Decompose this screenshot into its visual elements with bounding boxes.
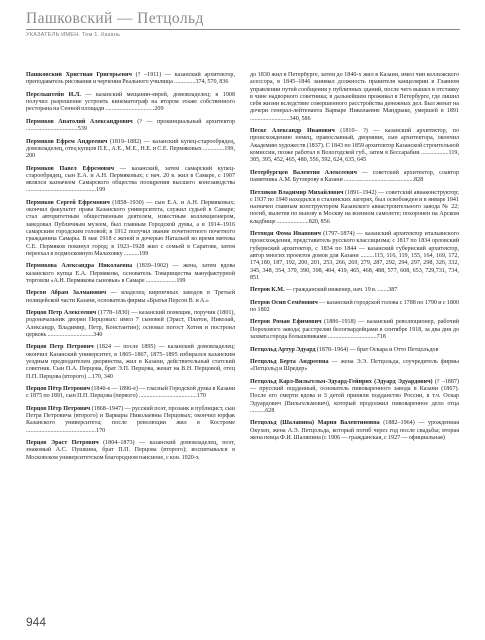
index-entry bbox=[250, 128, 459, 164]
entry-text: (1868–1947) — русский поэт, прозаик и публицист, сын Петра Петровича (второго) и Варвары Николаевны Перцовых; окончил юрфак Казанского университета; после революции жил в Костроме ..............................................170 bbox=[26, 405, 235, 434]
entry-text: (1824 — после 1895) — казанский домовладелец; окончил Казанский университет, в 1865–1867, 1875–1895 избирался казанским уездным предводителем дворянства, жил в Казани, действительный статский советник. Сын П.А. Перцова, брат Э.П. Перцова, женат на В.Н. Перцовой, отец П.П. Перцова (второго) ...170, 340 bbox=[26, 344, 235, 380]
entry-text: (1878–1964) — брат Оскара и Отто Петцольдов bbox=[315, 346, 439, 353]
entry-text: — казанский городской голова с 1788 по 1790 и с 1800 по 1802 bbox=[250, 299, 459, 313]
entry-text: (1840-е — 1896-е) — гласный Городской думы в Казани с 1875 по 1891, сын П.П. Перцова (первого) ......................................170 bbox=[26, 386, 235, 400]
entry-name: Петонди Фома Иванович bbox=[250, 231, 321, 238]
entry-name: Персон Абрам Залманович bbox=[26, 290, 107, 297]
entry-text: (1882–1964) — урожденная Окухен, жена А.Э. Петцольда, который погиб через год после свадьбы; вторая жена певца Ф.И. Шаляпина (с 1906 — гражданская, с 1927 — официальная) bbox=[250, 420, 459, 441]
entry-text: (1804–1873) — казанский домовладелец, поэт, знакомый А.С. Пушкина, брат П.П. Перцова (второго); воспитывался в Московском университетском благородном пансионе, с кон. 1920-х bbox=[26, 440, 235, 461]
index-entry bbox=[250, 359, 459, 374]
index-entry bbox=[26, 166, 235, 195]
entry-name: Перцов Пётр Петрович bbox=[26, 386, 91, 392]
entry-text: (1858–1930) — сын Е.А. и А.Н. Пермяковых; окончил факультет права Казанского университета, служил судьей в Самаре; стал авторитетным общественным деятелем, известным коллекционером, заведовал Публичным музеем, был главным Городской думы, а в 1914–1916 самарским городским головой; в 1912 получил звание почетнотного почетного гражданина Самары. В мае 1918 с женой и дочерью Натальей во время мятежа С.Е. Пермяков покинул город; в 1923–1928 жил с семьей в Саратове, затем переехал в подмосковную Малаховку ..........199 bbox=[26, 199, 235, 257]
entry-name: Петцольд Карл-Вильгельм-Эдуард-Гейнрих (Эдуард Эдуардович) bbox=[250, 378, 433, 385]
index-entry bbox=[250, 379, 459, 415]
entry-name: Перцов Пётр Петрович bbox=[26, 405, 91, 412]
right-column bbox=[250, 72, 459, 447]
entry-text: — гражданский инженер, нач. 19 в. .......387 bbox=[284, 287, 398, 294]
entry-name: Пермяков Павел Ефремович bbox=[26, 165, 115, 172]
running-head-subtitle: УКАЗАТЕЛЬ ИМЕН. Том 1. Казань bbox=[26, 32, 121, 39]
entry-text: (1778–1830) — казанский помещик, поручик (1801), родоначальник дворян Перцовых: имел 7 сыновей (Эраст, Платон, Николай, Александр, Владимир, Петр, Константин); основал погост Хотня и построил церковь ..............................340 bbox=[26, 310, 235, 338]
index-entry bbox=[250, 190, 459, 226]
page-header bbox=[26, 10, 460, 38]
entry-name: Петербургцев Валентин Алексеевич bbox=[250, 169, 357, 176]
entry-text: — казанский, затем самарский купец-старообрядец, сын Е.А. и А.Н. Пермяковых; с нач. 20 в. жил в Самаре, с 1907 являлся казначеем Самарского общества поощрения высшего конезаводства ..............................................199 bbox=[26, 165, 235, 194]
entry-text: (? –1911) — казанский архитектор, преподаватель рисования и черчения Реального училища ..............374, 570, 836 bbox=[26, 72, 235, 86]
index-entry bbox=[26, 386, 235, 401]
index-entry bbox=[26, 290, 235, 305]
index-entry bbox=[26, 263, 235, 285]
index-entry bbox=[250, 319, 459, 341]
entry-text: (1839–1902) — жена, затем вдова казанского купца Е.А. Пермякова, основатель Товарищества мануфактурной торговли «А.Н. Пермякова сыновья» в Самаре ....................199 bbox=[26, 263, 235, 284]
index-entry bbox=[26, 310, 235, 339]
entry-name: Перцов Эраст Петрович bbox=[26, 440, 99, 447]
entry-name: Петцольд Берта Андреевна bbox=[250, 358, 329, 365]
header-divider bbox=[26, 29, 460, 30]
index-entry bbox=[26, 200, 235, 258]
entry-text: — владелец кирпичных заводов в Третьей полицейской части Казани, основатель фирмы «Братья Персон В. и А.» bbox=[26, 290, 235, 304]
page-number: 944 bbox=[26, 615, 47, 629]
entry-name: Петцольд (Шалапина) Мария Валентиновна bbox=[250, 420, 380, 427]
entry-text: (? –1887) — прусский подданный, основатель пивоваренного завода в Казани (1867). После его смерти вдова и 3 детей приняли подданство России, в т.ч. Оскар Эдуардович (Вильгельмович), который продолжил пивоваренное дело отца ..........628 bbox=[250, 378, 459, 414]
index-entry bbox=[250, 287, 459, 294]
entry-text: (? — прокинциальный архитектор ..................................539 bbox=[26, 118, 235, 133]
entry-name: Перцов Петр Петрович bbox=[26, 344, 94, 351]
left-column bbox=[26, 72, 235, 467]
index-entry bbox=[26, 406, 235, 435]
index-entry bbox=[250, 300, 459, 315]
entry-text: (1891–1942) — советский авиаконструктор; с 1937 по 1940 находился в сталинских лагерях, был освобожден и в январе 1941 назначен главным конструктором Казанского авиастроительного завода № 22; погиб, вылетев по вызову в Москву на военном самолете; похоронен на Арском кладбище .....................820, 856 bbox=[250, 189, 459, 225]
entry-text: (1797–1874) — казанский архитектор итальянского происхождения, представитель русского классицизма; с 1817 по 1834 орловский губернский архитектор, с 1834 по 1844 — казанский губернский архитектор, автор многих проектов домов для Казани .........115, 116, 119, 155, 164, 169, 172, 174,180, 187, 192, 200, 201, 253, 266, 269, 279, 287, 292, 294, 297, 298, 326, 332, 345, 348, 354, 379, 390, 398, 404, 419, 465, 468, 488, 577, 608, 653, 729,731, 734, 851 bbox=[250, 231, 459, 281]
entry-name: Петцольд Артур Эдуард bbox=[250, 346, 316, 353]
entry-text: — жена Э.Э. Петцольда, соучредитель фирмы «Петцольд и Шредер» bbox=[250, 358, 459, 373]
entry-text: (1810– ?) — казанский архитектор, по происхождению немец, православный, дворянин, сын архитектора, окончил Академию художеств (1837). С 1843 по 1859 архитектор Казанской строительной комиссии, позже работал в Вологодской губ., затем в Бессарабии ..................119, 385, 395, 452, 465, 480, 556, 592, 624, 635, 645 bbox=[250, 128, 459, 164]
index-entry bbox=[26, 119, 235, 134]
entry-name: Перельштейн И.Л. bbox=[26, 91, 81, 98]
index-entry bbox=[26, 139, 235, 161]
entry-text: — советский архитектор, соавтор памятника А.М. Бутлерову в Казани ..............................................828 bbox=[250, 169, 459, 184]
entry-name: Перцов Петр Алексеевич bbox=[26, 310, 97, 317]
entry-name: Пашковский Христиан Григорьевич bbox=[26, 72, 132, 78]
running-head-title: Пашковский — Петцольд bbox=[26, 10, 204, 27]
entry-name: Пермяков Анатолий Александрович bbox=[26, 118, 133, 125]
entry-name: Петров Роман Ефимович bbox=[250, 319, 322, 326]
index-entry bbox=[250, 72, 459, 123]
index-entry bbox=[250, 420, 459, 442]
index-entry bbox=[26, 344, 235, 380]
entry-name: Петров Осип Семёнович bbox=[250, 299, 318, 306]
entry-text: до 1830 жил в Петербурге, затем до 1840-х жил в Казани, имел чин коллежского асессора, в 1845–1846 занимал должность правителя канцелярии в Главном управлении путей сообщения у публичных зданий, после чего вышел в отставку в чине надворного советника; в дальнейшем проживал в Петербурге, где лишил себя жизни вследствие совершенного расстройства денежных дел. Был женат на дочери генерал-лейтенанта Варваре Николаевне Мандрыке, умершей в 1891 ..........................340, 586 bbox=[250, 72, 459, 122]
index-entry bbox=[250, 170, 459, 185]
entry-name: Песке Александр Иванович bbox=[250, 128, 335, 135]
entry-text: — казанский мещанин-еврей, домовладелец; в 1908 получил разрешение устроить кинематограф на втором этаже собственного ресторана на Сенной площади ................................209 bbox=[26, 91, 235, 113]
entry-text: (1819–1882) — казанский купец-старообрядец, домовладелец, отец купцов П.Е., А.Е., М.Е., Н.Е. и С.Е. Пермяковых ..............199, 200 bbox=[26, 138, 235, 160]
index-entry bbox=[26, 72, 235, 87]
entry-name: Пермяков Сергей Ефремович bbox=[26, 199, 110, 206]
entry-name: Петров К.М. bbox=[250, 287, 285, 294]
index-entry bbox=[250, 347, 459, 354]
index-entry bbox=[26, 92, 235, 114]
entry-name: Пермякова Александра Николаевна bbox=[26, 263, 133, 270]
entry-name: Петляков Владимир Михайлович bbox=[250, 189, 344, 196]
entry-name: Пермяков Ефрем Андреевич bbox=[26, 138, 108, 145]
index-entry bbox=[250, 231, 459, 282]
index-entry bbox=[26, 440, 235, 462]
entry-text: (1886–1918) — казанский революционер, рабочий Порохового завода; расстрелян белогвардейцами в сентябре 1918, за два дня до захвата города большевиками ................................718 bbox=[250, 319, 459, 341]
